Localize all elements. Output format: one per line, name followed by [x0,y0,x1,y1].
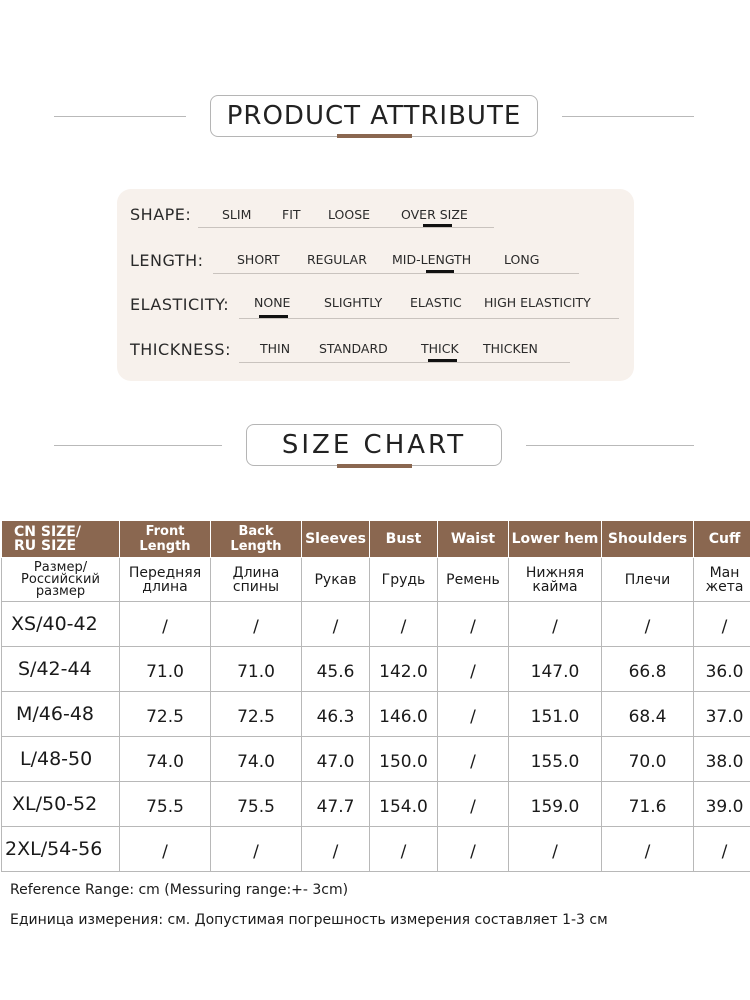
attribute-row-elasticity [117,280,634,320]
table-ru-header-row [2,558,750,602]
value-cell: 47.7 [302,782,370,827]
value-cell: 66.8 [602,647,694,692]
value-cell: 71.0 [211,647,302,692]
value-cell: 72.5 [211,692,302,737]
ru-label-line: Ремень [446,571,500,588]
value-cell: / [302,827,370,872]
attribute-underline [239,362,570,363]
ru-label-line: Ман [709,564,740,581]
ru-lower-hem [509,558,602,602]
ru-label-line: длина [142,578,188,595]
option-thicken: THICKEN [483,341,538,356]
column-header-shoulders: Shoulders [602,521,694,558]
attribute-card [117,189,634,381]
column-header-lower-hem: Lower hem [509,521,602,558]
option-short: SHORT [237,252,280,267]
size-cell: S/42-44 [2,647,120,692]
value-cell: 72.5 [120,692,211,737]
value-cell: 159.0 [509,782,602,827]
option-none: NONE [254,295,291,310]
value-cell: 74.0 [120,737,211,782]
ru-label-line: Грудь [381,571,426,588]
value-cell: 45.6 [302,647,370,692]
value-cell: 146.0 [370,692,438,737]
attribute-row-thickness [117,324,634,364]
ru-size-label-line: размер [35,583,86,599]
column-header-waist: Waist [438,521,509,558]
value-cell: 155.0 [509,737,602,782]
value-cell: / [120,827,211,872]
value-cell: / [602,827,694,872]
size-cell: 2XL/54-56 [2,827,120,872]
value-cell: 39.0 [694,782,750,827]
option-over-size: OVER SIZE [401,207,468,222]
attribute-label: ELASTICITY: [130,295,230,314]
value-cell: 154.0 [370,782,438,827]
ru-sleeves [302,558,370,602]
option-elastic: ELASTIC [410,295,462,310]
header-cn-size: CN SIZE/ [14,524,81,540]
ru-cuff [694,558,750,602]
value-cell: / [211,827,302,872]
ru-shoulders [602,558,694,602]
size-cell: M/46-48 [2,692,120,737]
value-cell: 47.0 [302,737,370,782]
option-slim: SLIM [222,207,252,222]
product-attribute-title: PRODUCT ATTRIBUTE [210,95,538,137]
title-accent-bar [337,134,412,138]
size-cell: XL/50-52 [2,782,120,827]
value-cell: 147.0 [509,647,602,692]
value-cell: 71.6 [602,782,694,827]
reference-range-note: Reference Range: cm (Messuring range:+- 3cm) [10,882,349,898]
divider-right [526,445,694,446]
ru-front-length [120,558,211,602]
header-ru-size: RU SIZE [14,538,77,554]
ru-size-label-line: Российский [21,571,100,587]
value-cell: 150.0 [370,737,438,782]
size-chart-table [1,520,750,872]
option-thin: THIN [260,341,291,356]
value-cell: / [602,602,694,647]
value-cell: / [211,602,302,647]
selected-marker [423,224,452,227]
option-regular: REGULAR [307,252,367,267]
size-cell: XS/40-42 [2,602,120,647]
value-cell: 74.0 [211,737,302,782]
table-row [2,647,750,692]
product-attribute-heading [0,95,750,145]
title-accent-bar [337,464,412,468]
selected-marker [259,315,288,318]
value-cell: 142.0 [370,647,438,692]
divider-left [54,445,222,446]
option-long: LONG [504,252,540,267]
ru-size-label-line: Размер/ [33,559,88,575]
value-cell: / [438,782,509,827]
table-row [2,602,750,647]
value-cell: / [302,602,370,647]
value-cell: / [438,602,509,647]
value-cell: / [438,692,509,737]
ru-label-line: Рукав [314,571,357,588]
value-cell: 75.5 [211,782,302,827]
ru-label-line: Плечи [624,571,671,588]
column-header-bust: Bust [370,521,438,558]
ru-label-line: жета [705,578,744,595]
column-header-size [2,521,120,558]
table-header-row [2,521,750,558]
value-cell: 37.0 [694,692,750,737]
selected-marker [426,270,454,273]
value-cell: / [509,602,602,647]
column-header-front-length: Front Length [120,521,211,558]
value-cell: / [694,602,750,647]
size-chart-heading [0,424,750,474]
table-row [2,692,750,737]
attribute-label: LENGTH: [130,251,204,270]
option-high-elasticity: HIGH ELASTICITY [484,295,591,310]
value-cell: / [370,827,438,872]
value-cell: 36.0 [694,647,750,692]
value-cell: / [120,602,211,647]
attribute-label: THICKNESS: [130,340,231,359]
value-cell: / [509,827,602,872]
ru-label-line: спины [232,578,280,595]
option-slightly: SLIGHTLY [324,295,383,310]
divider-left [54,116,186,117]
divider-right [562,116,694,117]
ru-back-length [211,558,302,602]
option-mid-length: MID-LENGTH [392,252,472,267]
value-cell: 71.0 [120,647,211,692]
ru-label-line: кайма [532,578,578,595]
ru-size-label [2,558,120,602]
table-row [2,827,750,872]
selected-marker [428,359,457,362]
value-cell: 68.4 [602,692,694,737]
option-loose: LOOSE [328,207,371,222]
column-header-back-length: Back Length [211,521,302,558]
value-cell: 38.0 [694,737,750,782]
value-cell: / [370,602,438,647]
ru-waist [438,558,509,602]
ru-label-line: Нижняя [525,564,585,581]
value-cell: / [438,647,509,692]
size-chart-title: SIZE CHART [246,424,502,466]
ru-label-line: Передняя [128,564,202,581]
option-standard: STANDARD [319,341,388,356]
size-cell: L/48-50 [2,737,120,782]
attribute-underline [213,273,579,274]
column-header-cuff: Cuff [694,521,750,558]
attribute-underline [198,227,494,228]
ru-label-line: Длина [232,564,280,581]
value-cell: 70.0 [602,737,694,782]
option-thick: THICK [421,341,459,356]
value-cell: 75.5 [120,782,211,827]
value-cell: / [438,737,509,782]
attribute-label: SHAPE: [130,205,192,224]
table-row [2,737,750,782]
value-cell: / [438,827,509,872]
attribute-underline [239,318,619,319]
ru-bust [370,558,438,602]
attribute-row-length [117,235,634,275]
value-cell: 151.0 [509,692,602,737]
table-row [2,782,750,827]
attribute-row-shape [117,189,634,229]
column-header-sleeves: Sleeves [302,521,370,558]
measurement-unit-note-ru: Единица измерения: см. Допустимая погрешность измерения составляет 1-3 см [10,912,608,928]
value-cell: / [694,827,750,872]
option-fit: FIT [282,207,301,222]
value-cell: 46.3 [302,692,370,737]
